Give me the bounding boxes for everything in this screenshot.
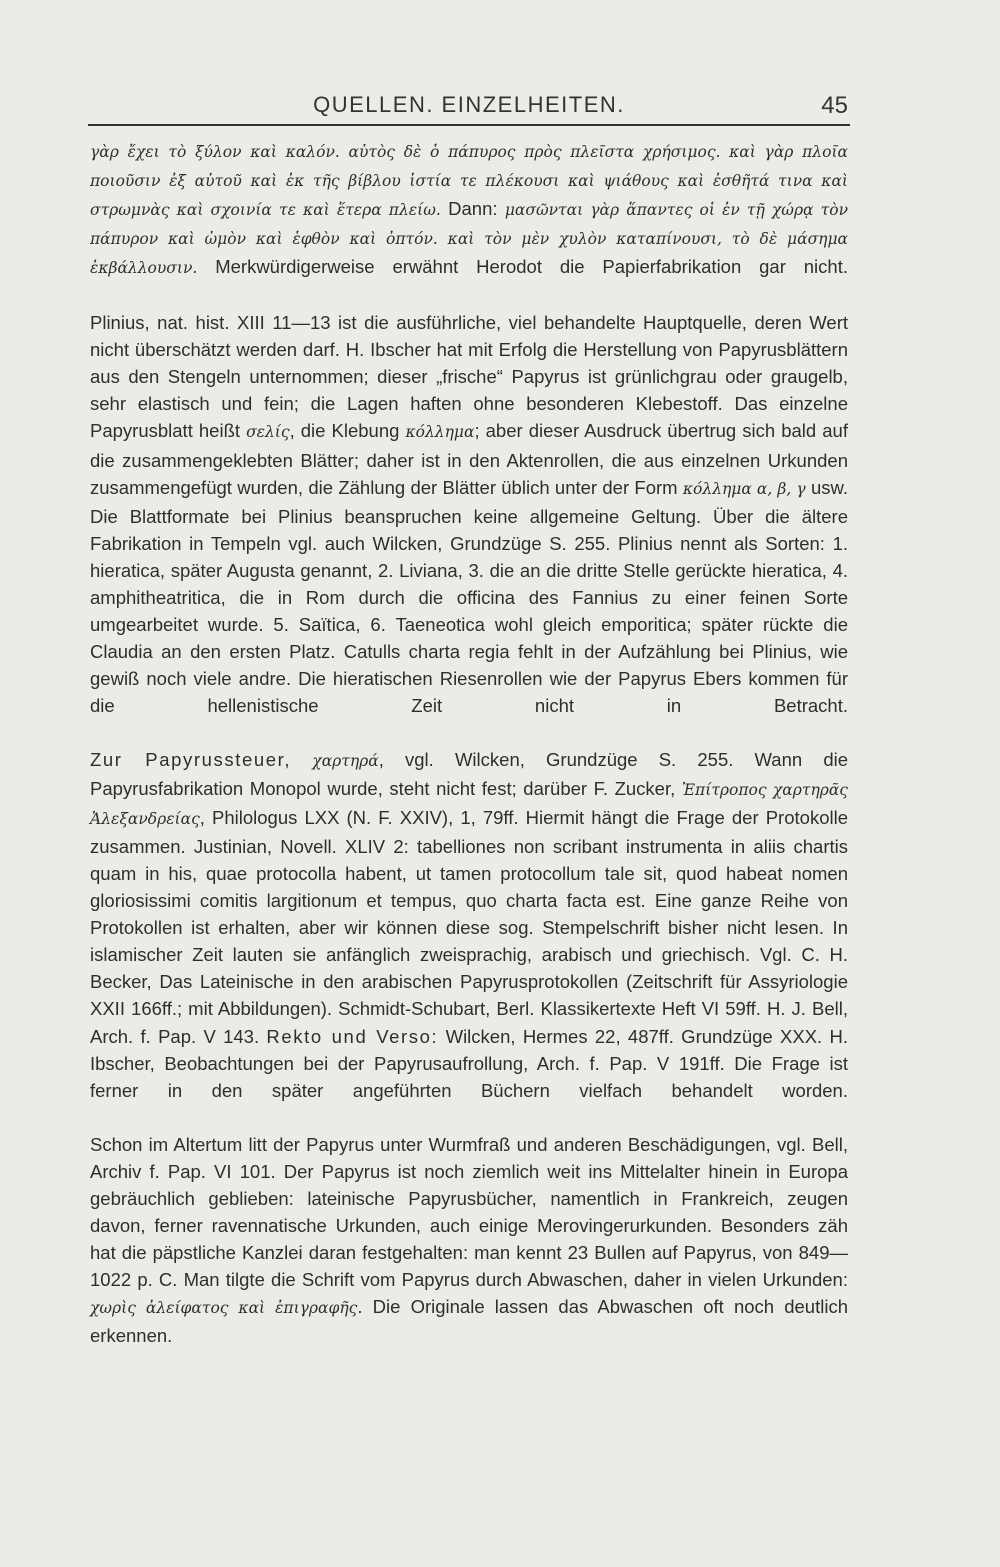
text-run: . Die Originale lassen das Abwaschen oft noch deutlich erkennen. <box>90 1295 848 1347</box>
text-run: , vgl. Wilcken, Grundzüge S. 255. Wann die Papyrusfabrikation Monopol wurde, steht nicht fest; darüber F. Zucker, <box>90 749 849 800</box>
spaced-heading: Rekto und Verso: <box>266 1025 439 1047</box>
greek-term: κόλλημα α, β, γ <box>682 479 806 498</box>
greek-quote: μασῶνται γὰρ ἅπαντες οἱ ἐν τῇ χώρᾳ τὸν πάπυρον καὶ ὠμὸν καὶ ἑφθὸν καὶ ὀπτόν. καὶ τὸν μὲν χυλὸν καταπίνουσι, τὸ δὲ μάσημα ἐκβάλλουσιν. <box>90 201 848 278</box>
paragraph-plinius <box>90 309 848 746</box>
text-run: Wilcken, Hermes 22, 487ff. Grundzüge XXX. H. Ibscher, Beobachtungen bei der Papyrusaufrollung, Arch. f. Pap. V 191ff. Die Frage ist ferner in den später angeführten Büchern vielfach behandelt worden. <box>90 1025 848 1101</box>
page-header <box>90 92 848 124</box>
text-run: Merkwürdigerweise erwähnt Herodot die Papierfabrikation gar nicht. <box>197 256 848 278</box>
text-run: usw. Die Blattformate bei Plinius beanspruchen keine allgemeine Geltung. Über die ältere Fabrikation in Tempeln vgl. auch Wilcken, Grundzüge S. 255. Plinius nennt als Sorten: 1. hieratica, später Augusta genannt, 2. Liviana, 3. die an die dritte Stelle gerückte hieratica, 4. amphitheatritica, die in Rom durch die officina des Fannius zu einer feinen Sorte umgearbeitet wurde. 5. Saïtica, 6. Taeneotica wohl gleich emporitica; später rückte die Claudia an den ersten Platz. Catulls charta regia fehlt in der Aufzählung bei Plinius, wie gewiß noch viele andre. Die hieratischen Riesenrollen wie der Papyrus Ebers kommen für die hellenistische Zeit nicht in Betracht. <box>90 476 848 716</box>
header-rule <box>88 124 850 126</box>
running-head: QUELLEN. EINZELHEITEN. <box>313 92 625 117</box>
paragraph-herodot <box>90 137 848 309</box>
text-run: ; aber dieser Ausdruck übertrug sich bald auf die zusammengeklebten Blätter; daher ist in den Aktenrollen, die aus einzelnen Urkunden zusammengefügt wurden, die Zählung der Blätter üblich unter der Form <box>90 420 848 498</box>
greek-term: κόλλημα <box>405 423 475 442</box>
text-run: , Philologus LXX (N. F. XXIV), 1, 79ff. Hiermit hängt die Frage der Protokolle zusammen. Justinian, Novell. XLIV 2: tabelliones non scribant instrumenta in aliis chartis quam in his, quae protocolla habent, ut tamen protocollum tale sit, quod habeat nomen gloriosissimi comitis largitionum et tempus, quo charta facta est. Eine ganze Reihe von Protokollen ist erhalten, aber wir können diese sog. Stempelschrift bisher nicht lesen. In islamischer Zeit lauten sie anfänglich zweisprachig, arabisch und griechisch. Vgl. C. H. Becker, Das Lateinische in den arabischen Papyrusprotokollen (Zeitschrift für Assyriologie XXII 166ff.; mit Abbildungen). Schmidt-Schubart, Berl. Klassikertexte Heft VI 59ff. H. J. Bell, Arch. f. Pap. V 143. <box>90 807 848 1047</box>
paragraph-papyrussteuer <box>90 746 848 1131</box>
page-number: 45 <box>821 92 848 119</box>
body-text <box>90 137 848 1349</box>
paragraph-wurmfrass <box>90 1131 848 1349</box>
greek-term: Ἐπίτροπος χαρτηρᾶς Ἀλεξανδρείας <box>90 781 848 829</box>
greek-term: χαρτηρά <box>312 752 379 771</box>
text-run: Dann: <box>440 198 505 220</box>
spaced-heading: Zur Papyrussteuer, <box>90 749 292 771</box>
text-run: Schon im Altertum litt der Papyrus unter Wurmfraß und anderen Beschädigungen, vgl. Bell, Archiv f. Pap. VI 101. Der Papyrus ist noch ziemlich weit ins Mittelalter hinein in Europa gebräuchlich geblieben: lateinische Papyrusbücher, namentlich in Frankreich, zeugen davon, ferner ravennatische Urkunden, auch einige Merovingerurkunden. Besonders zäh hat die päpstliche Kanzlei daran festgehalten: man kennt 23 Bullen auf Papyrus, von 849—1022 p. C. Man tilgte die Schrift vom Papyrus durch Abwaschen, daher in vielen Urkunden: <box>90 1133 848 1290</box>
text-run <box>291 749 312 770</box>
greek-quote: γὰρ ἔχει τὸ ξύλον καὶ καλόν. αὐτὸς δὲ ὁ πάπυρος πρὸς πλεῖστα χρήσιμος. καὶ γὰρ πλοῖα ποιοῦσιν ἐξ αὐτοῦ καὶ ἐκ τῆς βίβλου ἱστία τε πλέκουσι καὶ ψιάθους καὶ ἐσθῆτά τινα καὶ στρωμνὰς καὶ σχοινία τε καὶ ἕτερα πλείω. <box>90 143 848 220</box>
text-run: Plinius, nat. hist. XIII 11—13 ist die ausführliche, viel behandelte Hauptquelle, deren Wert nicht überschätzt werden darf. H. Ibscher hat mit Erfolg die Herstellung von Papyrusblättern aus den Stengeln unternommen; dieser „frische“ Papyrus ist grünlichgrau oder graugelb, sehr elastisch und fein; die Lagen haften ohne besonderen Klebestoff. Das einzelne Papyrusblatt heißt <box>90 312 848 442</box>
greek-term: χωρὶς ἀλείφατος καὶ ἐπιγραφῆς <box>90 1298 358 1317</box>
greek-term: σελίς <box>246 423 290 442</box>
text-run: , die Klebung <box>289 420 406 442</box>
